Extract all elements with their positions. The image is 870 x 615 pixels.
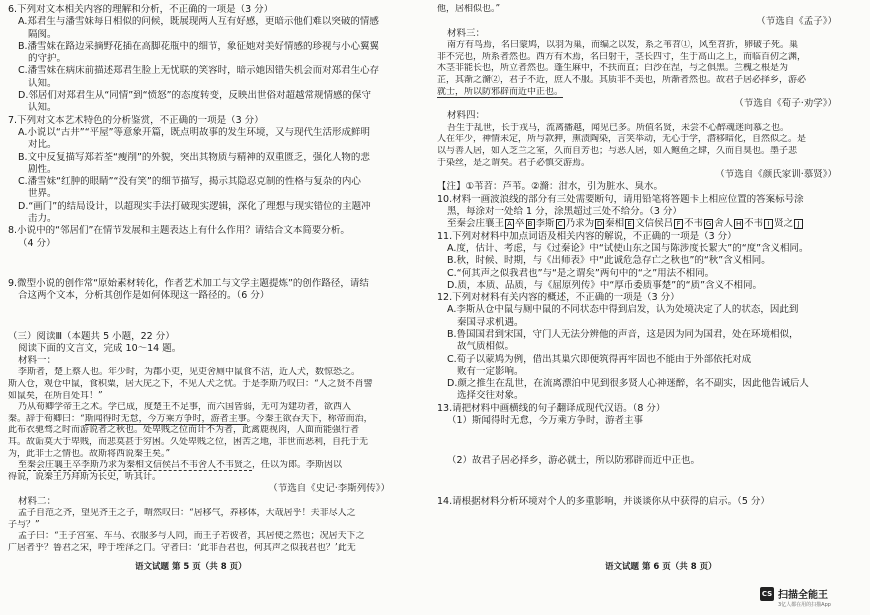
q10-break-box[interactable]: I — [764, 219, 773, 229]
material-1-line: 得说，说秦王乃拜斯为长史，听其计。 — [8, 471, 162, 482]
material-1-line: 秦。辞于荀卿曰：“斯闻得时无怠，今万乘方争时，游者主事。今秦王欲吞天下，称帝而治， — [8, 413, 373, 424]
q11-option-b: B.秋，时候、时期，与《出师表》中“此诚危急存亡之秋也”的“秋”含义相同。 — [447, 255, 771, 267]
q10-segment: 秦相 — [605, 218, 625, 230]
q8-stem: 8.小说中的“邻居们”在情节发展和主题表达上有什么作用？请结合文本简要分析。 — [8, 225, 350, 237]
watermark-label: 扫描全能王 — [778, 590, 828, 601]
translation-sentence-1: 斯闻得时无怠，今万乘方争时，游者主事 — [84, 413, 247, 424]
q10-break-box[interactable]: J — [794, 219, 803, 229]
q12-stem: 12.下列对材料有关内容的概述，不正确的一项是（3 分） — [437, 292, 680, 304]
material-1-line: 为，此非士之情也。故斯将西说秦王矣。” — [8, 448, 171, 459]
left-page — [8, 4, 410, 554]
q6-option-d: D.邻居们对郑君生从“同情”到“愤怒”的态度转变，反映出世俗对超越常规情感的保守 — [18, 90, 372, 102]
material-4-line: 人在年少，神情未定，所与款狎，熏渍陶染，言笑举动，无心于学，潜移暗化，自然似之。是 — [437, 134, 807, 145]
q11-option-a: A.度，估计、考虑，与《过秦论》中“试使山东之国与陈涉度长絜大”的“度”含义相同。 — [447, 242, 809, 254]
q7-option-c: C.潘雪妹“红肿的眼睛”“没有笑”的细节描写，揭示其隐忍克制的性格与复杂的内心 — [18, 176, 361, 188]
material-2-line: 子与？” — [8, 519, 40, 530]
material-4-line: 于染丝，是之谓矣。君子必慎交游焉。 — [437, 157, 591, 168]
q10-break-sequence: 至秦会庄襄王 A 卒 B 李斯 C 乃求为 D 秦相 E 文信侯吕 F 不韦 G 舍人 H 不韦 I 贤之 J — [437, 218, 857, 230]
q10-break-box[interactable]: G — [705, 219, 712, 228]
q10-segment: 会庄襄王 — [466, 218, 505, 230]
right-page — [437, 4, 857, 508]
q10-segment: 卒 — [515, 218, 525, 230]
material-1-line: 如鼠矣，在所自处耳！” — [8, 390, 103, 401]
material-4-label: 材料四： — [447, 110, 486, 122]
q10-stem: 10.材料一画波浪线的部分有三处需要断句，请用铅笔将答题卡上相应位置的答案标号涂 — [437, 193, 804, 205]
q14-stem: 14.请根据材料分析环境对个人的多重影响，并谈谈你从中获得的启示。（5 分） — [437, 495, 770, 507]
material-2-source: （节选自《孟子》） — [756, 15, 837, 27]
q7-option-d: D.“画门”的结局设计，以超现实手法打破现实逻辑，深化了理想与现实错位的主题冲 — [18, 200, 371, 212]
q7-option-b: B.文中反复描写郑若荃“瘦削”的外貌，突出其物质与精神的双重匮乏，强化人物的悲 — [18, 151, 370, 163]
q7-option-b-cont: 剧性。 — [28, 163, 57, 175]
page-footer-right: 语文试题 第 6 页（共 8 页） — [605, 562, 717, 572]
material-3-label: 材料三： — [447, 27, 486, 39]
page-footer-left: 语文试题 第 5 页（共 8 页） — [135, 562, 247, 572]
q10-segment: 舍人 — [714, 218, 734, 230]
q9-stem-cont: 合这两个文本，分析其创作是如何体现这一路径的。（6 分） — [18, 290, 270, 302]
scanner-watermark — [760, 586, 831, 608]
q10-break-box[interactable]: B — [526, 219, 535, 229]
q10-segment: 文信侯吕 — [635, 218, 674, 230]
material-1-source: （节选自《史记·李斯列传》） — [268, 483, 390, 495]
q13-sentence-1: （1）斯闻得时无怠，今万乘方争时，游者主事 — [447, 415, 644, 427]
q8-stem-cont: （4 分） — [18, 237, 56, 249]
material-4-source: （节选自《颜氏家训·慕贤》） — [715, 169, 837, 181]
material-3-line: 芷，其渐之滫②，君子不近，庶人不服。其质非不美也，所渐者然也。故君子居必择乡，游必 — [437, 74, 807, 85]
q7-option-d-cont: 击力。 — [28, 213, 57, 225]
q6-option-d-cont: 认知。 — [28, 102, 57, 114]
material-1-line: 乃从荀卿学帝王之术。学已成，度楚王不足事，而六国皆弱，无可为建功者，欲西入 — [18, 402, 352, 413]
material-3-line: 就士，所以防邪辟而近中正也。 — [437, 86, 564, 97]
q6-option-a-cont: 隔阂。 — [28, 28, 57, 40]
q12-option-a-cont: 秦国寻求机遇。 — [457, 316, 524, 328]
q12-option-c: C.荀子以蒙鸠为例，借出其巢穴即便筑得再牢固也不能由于外部依托对成 — [447, 353, 752, 365]
material-1-line: 此布衣驰骛之时而游说者之秋也。处卑贱之位而计不为者，此禽鹿视肉，人面而能强行者 — [8, 425, 360, 436]
q10-break-box[interactable]: E — [625, 219, 634, 229]
material-3-line: 南方有鸟焉，名曰蒙鸠，以羽为巢，而编之以发，系之苇苕①，风至苕折，卵破子死。巢 — [447, 40, 799, 51]
material-4-line: 以与善人居，如入芝兰之室，久而自芳也；与恶人居，如入鲍鱼之肆，久而自臭也。墨子悲 — [437, 145, 798, 156]
q10-break-box[interactable]: A — [505, 219, 514, 229]
reading-heading: （三）阅读Ⅲ（本题共 5 小题，22 分） — [8, 330, 175, 342]
q12-option-d-cont: 选择交往对象。 — [457, 390, 524, 402]
q6-option-b-cont: 的守护。 — [28, 53, 67, 65]
q13-sentence-2: （2）故君子居必择乡，游必就士，所以防邪辟而近中正也。 — [447, 455, 701, 467]
material-2-line: 他，居相似也。” — [437, 4, 501, 14]
camscanner-logo-icon: CS — [760, 587, 774, 601]
material-2-line: 广居者乎？鲁君之宋，呼于垤泽之门。守者曰：‘此非吾君也，何其声之似我君也？’此无 — [8, 542, 356, 553]
q10-segment: 不韦 — [744, 218, 764, 230]
q10-segment: 不韦 — [684, 218, 704, 230]
q10-break-box[interactable]: C — [556, 219, 565, 229]
material-2-label: 材料二： — [18, 495, 57, 507]
q11-option-c: C.“何其声之似我君也”与“是之谓矣”两句中的“之”用法不相同。 — [447, 267, 715, 279]
material-3-source: （节选自《荀子·劝学》） — [734, 98, 837, 110]
material-3-line: 非不完也，所系者然也。西方有木焉，名曰射干，茎长四寸，生于高山之上，而临百仞之渊， — [437, 51, 807, 62]
q7-option-c-cont: 世界。 — [28, 188, 57, 200]
q6-option-c-cont: 认知。 — [28, 77, 57, 89]
material-4-line: 吾生于乱世，长于戎马，流离播越，闻见已多。所值名贤，未尝不心醉魂迷向慕之也。 — [447, 122, 790, 133]
q7-option-a: A.小说以“古井”“平屋”等意象开篇，既点明故事的发生环境，又与现代生活形成鲜明 — [18, 126, 371, 138]
translation-sentence-2: 就士 — [437, 86, 456, 97]
q11-stem: 11.下列对材料中加点词语及相关内容的解说，不正确的一项是（3 分） — [437, 230, 737, 242]
q10-break-box[interactable]: D — [596, 219, 603, 228]
material-2-line: 孟子曰：“王子宫室、车马、衣服多与人同，而王子若彼者，其居使之然也；况居天下之 — [18, 531, 365, 542]
q10-segment: 李斯 — [535, 218, 555, 230]
material-1-line: 李斯者，楚上蔡人也。年少时，为郡小吏，见吏舍厕中鼠食不洁，近人犬，数惊恐之。 — [18, 367, 361, 378]
reading-intro: 阅读下面的文言文，完成 10～14 题。 — [18, 342, 182, 354]
q12-option-a: A.李斯从仓中鼠与厕中鼠的不同状态中得到启发，认为处境决定了人的状态，因此到 — [447, 304, 799, 316]
material-1-line: 耳。故诟莫大于卑贱，而悲莫甚于穷困。久处卑贱之位，困苦之地，非世而恶利，自托于无 — [8, 436, 369, 447]
q11-option-d: D.质，本质、品质，与《屈原列传》中“厚币委质事楚”的“质”含义不相同。 — [447, 279, 763, 291]
q7-option-a-cont: 对比。 — [28, 139, 57, 151]
material-2-line: 孟子自范之齐，望见齐王之子，喟然叹曰：“居移气，养移体，大哉居乎！夫非尽人之 — [18, 507, 356, 518]
q10-segment: 乃求为 — [565, 218, 595, 230]
q9-stem: 9.微型小说的创作常“原始素材转化，作者艺术加工与文学主题提炼”的创作路径，请结 — [8, 277, 369, 289]
q10-segment: 贤之 — [774, 218, 794, 230]
wavy-line-sentence: 至秦会庄襄王卒李斯乃求为秦相文信侯吕不韦舍人不韦贤之 — [18, 460, 253, 471]
q12-option-b: B.鲁国国君到宋国，守门人无法分辨他的声音，这是因为同为国君，处在环境相似， — [447, 328, 799, 340]
material-1-line: 斯入仓，观仓中鼠，食积粟，居大庑之下，不见人犬之忧。于是李斯乃叹曰：“人之贤不肖譬 — [8, 379, 373, 390]
watermark-sub: 3亿人都在用的扫描App — [778, 602, 831, 608]
annotation-note: 【注】①苇苕：芦苇。②滫：泔水，引为脏水、臭水。 — [437, 181, 664, 193]
material-1-line: 至秦会庄襄王卒李斯乃求为秦相文信侯吕不韦舍人不韦贤之，任以为郎。李斯因以 — [18, 460, 343, 471]
q6-option-c: C.潘雪妹在病床前描述郑君生脸上无忧联的笑容时，暗示她因错失机会而对郑君生心存 — [18, 65, 380, 77]
q7-stem: 7.下列对文本艺术特色的分析鉴赏，不正确的一项是（3 分） — [8, 114, 264, 126]
material-1-label: 材料一： — [18, 355, 57, 367]
q12-option-b-cont: 故气质相似。 — [457, 341, 515, 353]
q6-option-b: B.潘雪妹在路边采摘野花插在高脚花瓶中的细节，象征她对美好情感的珍视与小心翼翼 — [18, 40, 380, 52]
q6-stem: 6.下列对文本相关内容的理解和分析，不正确的一项是（3 分） — [8, 4, 274, 15]
q10-break-box[interactable]: F — [674, 219, 683, 229]
material-3-line: 木茎非能长也，所立者然也。蓬生麻中，不扶而直；白沙在涅，与之俱黑。兰槐之根是为 — [437, 63, 789, 74]
q10-break-box[interactable]: H — [736, 219, 742, 228]
q12-option-c-cont: 败有一定影响。 — [457, 365, 524, 377]
q6-option-a: A.郑君生与潘雪妹每日相似的问候，既展现两人互有好感，更暗示他们难以突破的情感 — [18, 16, 379, 28]
q13-stem: 13.请把材料中画横线的句子翻译成现代汉语。（8 分） — [437, 402, 666, 414]
q10-stem-cont: 黑，每涂对一处给 1 分，涂黑超过三处不给分。（3 分） — [447, 206, 682, 218]
q12-option-d: D.颜之推生在乱世，在流离漂泊中见到很多贤人心神迷醉，名不副实，因此他告诫后人 — [447, 378, 809, 390]
